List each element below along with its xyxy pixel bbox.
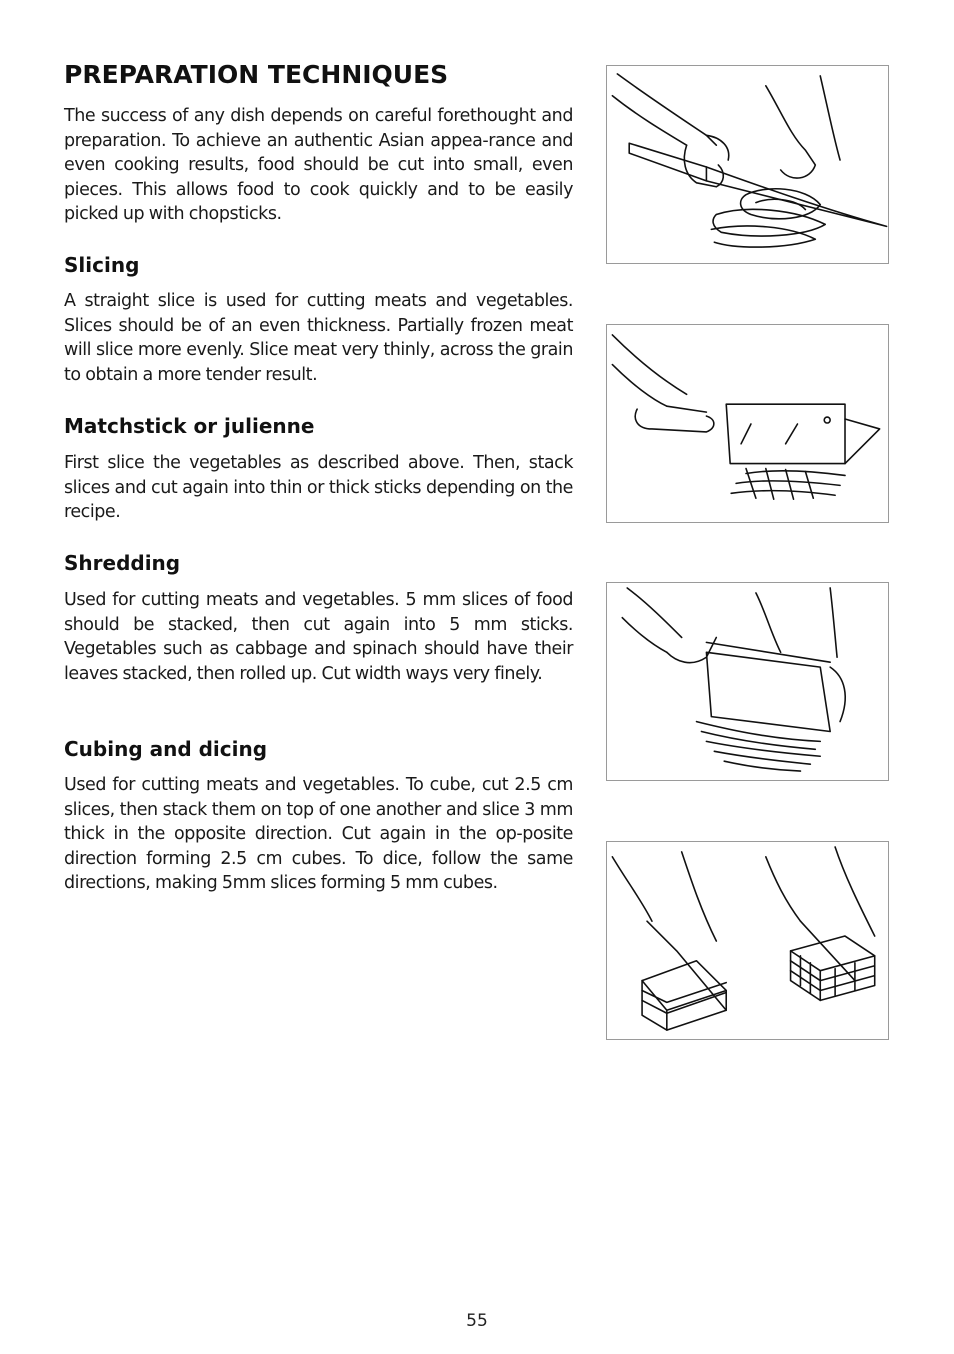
julienne-illustration-icon <box>606 324 889 523</box>
section-body-shredding: Used for cutting meats and vegetables. 5 mm slices of food should be stacked, then cut again into 5 mm sticks. Vegetables such as cabbage and spinach should have their leaves stacked, then rolled up. Cut width ways very finely. <box>64 590 573 684</box>
slicing-illustration-icon <box>606 65 889 264</box>
section-body-cubing: Used for cutting meats and vegetables. To cube, cut 2.5 cm slices, then stack them on top of one another and slice 3 mm thick in the opposite direction. Cut again in the op-posite direction forming 2.5 cm cubes. To dice, follow the same directions, making 5mm slices forming 5 mm cubes. <box>64 775 573 894</box>
page-title: PREPARATION TECHNIQUES <box>64 60 449 89</box>
section-body-slicing: A straight slice is used for cutting meats and vegetables. Slices should be of an even thickness. Partially frozen meat will slice more evenly. Slice meat very thinly, across the grain to obtain a more tender result. <box>64 291 573 385</box>
section-heading-slicing: Slicing <box>64 253 140 277</box>
section-heading-shredding: Shredding <box>64 551 181 575</box>
page-number: 55 <box>466 1311 488 1331</box>
cubing-illustration-icon <box>606 841 889 1040</box>
section-heading-cubing: Cubing and dicing <box>64 737 268 761</box>
intro-paragraph: The success of any dish depends on careful forethought and preparation. To achieve an authentic Asian appea-rance and even cooking results, food should be cut into small, even pieces. This allows food to cook quickly and to be easily picked up with chopsticks. <box>64 106 573 225</box>
section-heading-julienne: Matchstick or julienne <box>64 414 315 438</box>
shredding-illustration-icon <box>606 582 889 781</box>
section-body-julienne: First slice the vegetables as described above. Then, stack slices and cut again into thin or thick sticks depending on the recipe. <box>64 453 573 523</box>
